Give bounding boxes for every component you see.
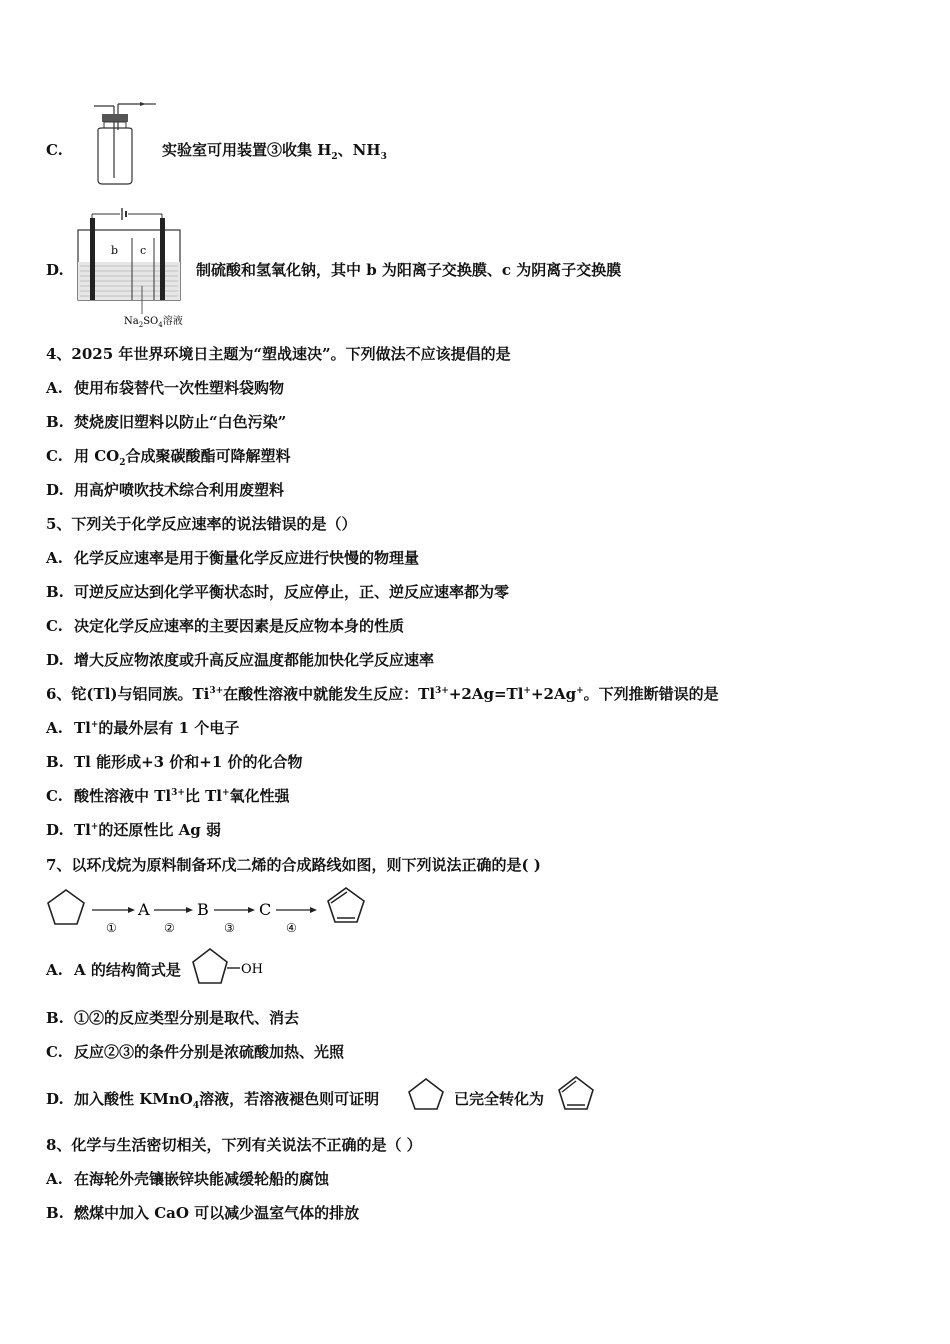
membrane-c-label: c	[140, 244, 147, 257]
q7-stem: 7、以环戊烷为原料制备环戊二烯的合成路线如图，则下列说法正确的是( )	[46, 856, 541, 874]
q4-option-d: D. 用高炉喷吹技术综合利用废塑料	[46, 481, 285, 499]
svg-text:②: ②	[164, 921, 175, 935]
cyclopentane-icon	[48, 890, 84, 924]
cyclopentane-icon	[193, 949, 227, 983]
electrolysis-cell-figure	[74, 204, 194, 330]
cyclopentane-icon	[406, 1076, 446, 1112]
svg-text:④: ④	[286, 921, 297, 935]
q7-option-c: C. 反应②③的条件分别是浓硫酸加热、光照	[46, 1043, 345, 1061]
q7-option-a: A. A 的结构简式是	[46, 961, 181, 979]
q5-option-d: D. 增大反应物浓度或升高反应温度都能加快化学反应速率	[46, 651, 435, 669]
svg-text:①: ①	[106, 921, 117, 935]
q4-stem: 4、2025 年世界环境日主题为“塑战速决”。下列做法不应该提倡的是	[46, 345, 511, 363]
svg-text:③: ③	[224, 921, 235, 935]
q5-stem: 5、下列关于化学反应速率的说法错误的是（）	[46, 515, 357, 533]
q3-option-c	[46, 140, 74, 160]
q7-option-b: B. ①②的反应类型分别是取代、消去	[46, 1009, 300, 1027]
q5-option-b: B. 可逆反应达到化学平衡状态时，反应停止，正、逆反应速率都为零	[46, 583, 510, 601]
q7-option-d-text-2: 已完全转化为	[454, 1090, 545, 1108]
cyclopentanol-figure	[190, 946, 270, 992]
option-letter: C.	[46, 141, 63, 159]
svg-text:A: A	[138, 900, 150, 919]
gas-collection-bottle-figure	[86, 100, 166, 188]
svg-text:OH: OH	[241, 962, 263, 977]
membrane-b-label: b	[111, 244, 119, 257]
q8-option-a: A. 在海轮外壳镶嵌锌块能减缓轮船的腐蚀	[46, 1170, 330, 1188]
svg-text:B: B	[197, 900, 209, 919]
q4-option-c: C. 用 $CO_2$合成聚碳酸酯可降解塑料	[46, 447, 291, 468]
cyclopentadiene-icon	[556, 1074, 596, 1112]
svg-text:C: C	[259, 900, 272, 919]
synthesis-route-figure	[44, 884, 374, 936]
q3-option-c-text: 实验室可用装置③收集 $H_2$、$NH_3$	[162, 141, 387, 162]
q6-option-b: B. Tl 能形成+3 价和+1 价的化合物	[46, 753, 303, 771]
q5-option-a: A. 化学反应速率是用于衡量化学反应进行快慢的物理量	[46, 549, 420, 567]
q8-stem: 8、化学与生活密切相关，下列有关说法不正确的是（ ）	[46, 1136, 422, 1154]
q6-option-a: A. Tl+的最外层有 1 个电子	[46, 719, 240, 737]
q4-option-a: A. 使用布袋替代一次性塑料袋购物	[46, 379, 285, 397]
q6-option-d: D. Tl+的还原性比 Ag 弱	[46, 821, 221, 839]
solution-caption: $Na_2SO_4$溶液	[124, 316, 183, 329]
option-letter: D.	[46, 261, 64, 279]
q6-stem: 6、铊(Tl)与铝同族。$Ti^{3+}$在酸性溶液中就能发生反应：$Tl^{3+}+2Ag=Tl^++2Ag^+$。下列推断错误的是	[46, 685, 719, 703]
q5-option-c: C. 决定化学反应速率的主要因素是反应物本身的性质	[46, 617, 405, 635]
q4-option-b: B. 焚烧废旧塑料以防止“白色污染”	[46, 413, 287, 431]
cyclopentadiene-icon	[328, 888, 364, 922]
q3-option-d	[46, 260, 74, 280]
q6-option-c: C. 酸性溶液中 $Tl^{3+}$比 Tl+氧化性强	[46, 787, 290, 805]
q3-option-d-text: 制硫酸和氢氧化钠，其中 b 为阳离子交换膜、c 为阴离子交换膜	[196, 261, 622, 279]
q7-option-d: D. 加入酸性 KMnO$_4$溶液，若溶液褪色则可证明	[46, 1090, 380, 1111]
q8-option-b: B. 燃煤中加入 CaO 可以减少温室气体的排放	[46, 1204, 360, 1222]
